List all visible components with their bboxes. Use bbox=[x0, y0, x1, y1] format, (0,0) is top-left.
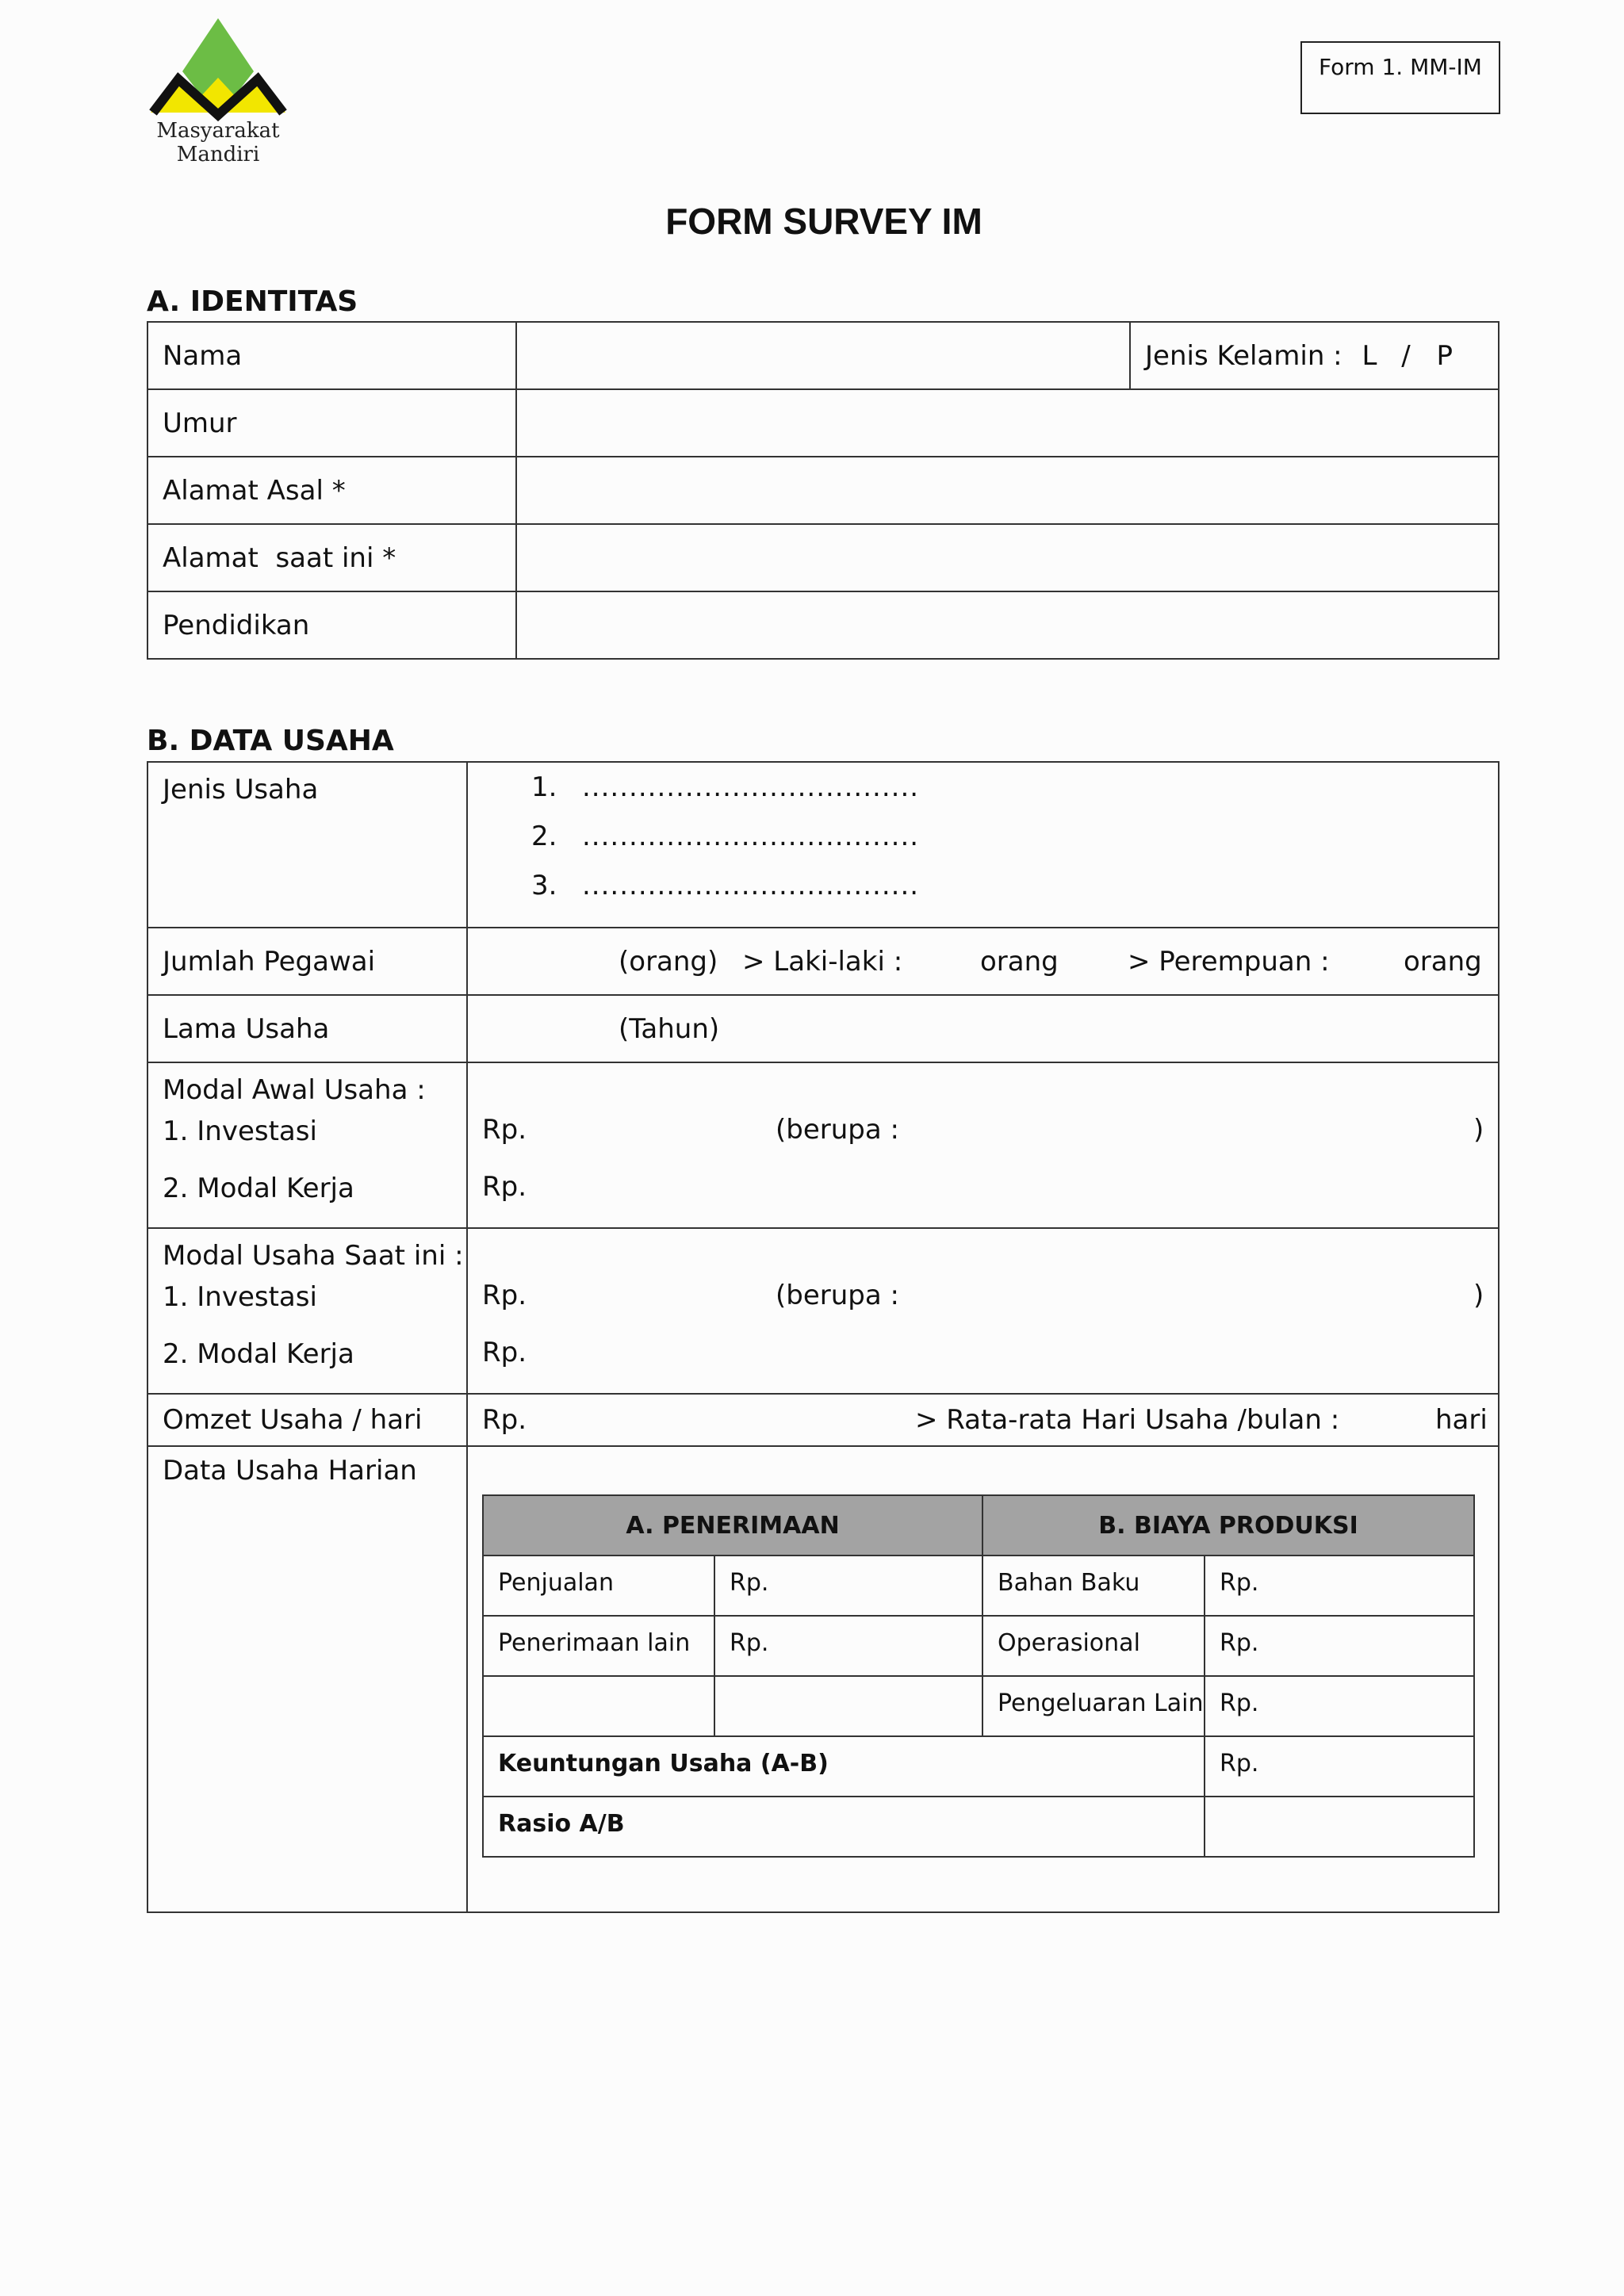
input-penerimaan-lain[interactable]: Rp. bbox=[714, 1616, 982, 1676]
page-title: FORM SURVEY IM bbox=[665, 201, 982, 242]
input-alamat-saat-ini[interactable] bbox=[516, 524, 1499, 591]
label-jumlah-pegawai: Jumlah Pegawai bbox=[147, 928, 467, 995]
label-data-usaha-harian: Data Usaha Harian bbox=[147, 1446, 467, 1912]
modal-saat-ini-title: Modal Usaha Saat ini : bbox=[163, 1240, 464, 1272]
input-operasional[interactable]: Rp. bbox=[1205, 1616, 1474, 1676]
section-identitas-heading: A. IDENTITAS bbox=[147, 285, 358, 318]
tahun-unit: (Tahun) bbox=[619, 1013, 720, 1045]
input-umur[interactable] bbox=[516, 389, 1499, 457]
input-alamat-asal[interactable] bbox=[516, 457, 1499, 524]
row-jenis-usaha bbox=[147, 762, 1499, 928]
input-nama[interactable] bbox=[516, 322, 1130, 389]
label-alamat-asal: Alamat Asal * bbox=[147, 457, 516, 524]
item-number: 3. bbox=[531, 870, 557, 901]
input-bahan-baku[interactable]: Rp. bbox=[1205, 1556, 1474, 1616]
label-penjualan: Penjualan bbox=[483, 1556, 714, 1616]
item-number: 1. bbox=[531, 771, 557, 803]
input-pendidikan[interactable] bbox=[516, 591, 1499, 659]
input-penjualan[interactable]: Rp. bbox=[714, 1556, 982, 1616]
laki-laki-label: > Laki-laki : bbox=[742, 946, 903, 978]
empty-input-cell[interactable] bbox=[714, 1676, 982, 1736]
label-pengeluaran-lain: Pengeluaran Lain bbox=[982, 1676, 1205, 1736]
harian-table bbox=[482, 1494, 1475, 1858]
label-bahan-baku: Bahan Baku bbox=[982, 1556, 1205, 1616]
label-nama: Nama bbox=[147, 322, 516, 389]
row-lama-usaha bbox=[147, 995, 1499, 1062]
row-omzet bbox=[147, 1394, 1499, 1446]
rp-investasi-saat-ini: Rp. bbox=[482, 1280, 527, 1311]
hari-unit: hari bbox=[1435, 1404, 1488, 1436]
modal-awal-modal-kerja: 2. Modal Kerja bbox=[163, 1173, 354, 1204]
jenis-usaha-item[interactable] bbox=[531, 872, 1498, 921]
label-jenis-usaha: Jenis Usaha bbox=[147, 762, 467, 928]
jenis-usaha-list bbox=[467, 762, 1499, 928]
data-usaha-harian-cell bbox=[467, 1446, 1499, 1912]
label-pendidikan: Pendidikan bbox=[147, 591, 516, 659]
orang-laki-unit: orang bbox=[980, 946, 1059, 978]
lama-usaha-cell[interactable] bbox=[467, 995, 1499, 1062]
harian-row-rasio bbox=[483, 1797, 1474, 1857]
identitas-table bbox=[147, 321, 1500, 660]
item-dots: .................................... bbox=[582, 821, 920, 852]
form-code-box: Form 1. MM-IM bbox=[1300, 41, 1500, 114]
label-umur: Umur bbox=[147, 389, 516, 457]
label-operasional: Operasional bbox=[982, 1616, 1205, 1676]
modal-saat-ini-values[interactable] bbox=[467, 1228, 1499, 1394]
header-biaya-produksi: B. BIAYA PRODUKSI bbox=[982, 1495, 1474, 1556]
harian-row bbox=[483, 1676, 1474, 1736]
modal-saat-ini-investasi: 1. Investasi bbox=[163, 1281, 317, 1313]
jk-slash: / bbox=[1401, 339, 1411, 372]
harian-header-row bbox=[483, 1495, 1474, 1556]
jumlah-pegawai-cell[interactable] bbox=[467, 928, 1499, 995]
jenis-kelamin-cell bbox=[1130, 322, 1499, 389]
row-umur bbox=[147, 389, 1499, 457]
rp-modal-kerja-awal: Rp. bbox=[482, 1171, 527, 1203]
item-number: 2. bbox=[531, 821, 557, 852]
berupa-awal: (berupa : bbox=[776, 1114, 899, 1146]
rp-modal-kerja-saat-ini: Rp. bbox=[482, 1337, 527, 1368]
empty-label-cell bbox=[483, 1676, 714, 1736]
modal-saat-ini-modal-kerja: 2. Modal Kerja bbox=[163, 1338, 354, 1370]
label-penerimaan-lain: Penerimaan lain bbox=[483, 1616, 714, 1676]
close-paren-awal: ) bbox=[1473, 1114, 1484, 1146]
row-jumlah-pegawai bbox=[147, 928, 1499, 995]
label-omzet: Omzet Usaha / hari bbox=[147, 1394, 467, 1446]
modal-awal-values[interactable] bbox=[467, 1062, 1499, 1228]
header-penerimaan: A. PENERIMAAN bbox=[483, 1495, 982, 1556]
harian-row bbox=[483, 1556, 1474, 1616]
row-modal-awal bbox=[147, 1062, 1499, 1228]
row-nama bbox=[147, 322, 1499, 389]
label-modal-saat-ini bbox=[147, 1228, 467, 1394]
modal-awal-investasi: 1. Investasi bbox=[163, 1115, 317, 1147]
jenis-usaha-item[interactable] bbox=[531, 771, 1498, 823]
option-p[interactable]: P bbox=[1436, 339, 1454, 372]
modal-awal-title: Modal Awal Usaha : bbox=[163, 1074, 426, 1106]
orang-perempuan-unit: orang bbox=[1404, 946, 1482, 978]
harian-row-keuntungan bbox=[483, 1736, 1474, 1797]
omzet-cell[interactable] bbox=[467, 1394, 1499, 1446]
close-paren-saat-ini: ) bbox=[1473, 1280, 1484, 1311]
logo-text bbox=[147, 119, 289, 166]
rata-rata-hari-label: > Rata-rata Hari Usaha /bulan : bbox=[915, 1404, 1340, 1436]
rp-omzet: Rp. bbox=[482, 1404, 527, 1436]
orang-paren: (orang) bbox=[619, 946, 718, 978]
harian-row bbox=[483, 1616, 1474, 1676]
label-modal-awal bbox=[147, 1062, 467, 1228]
label-keuntungan-usaha: Keuntungan Usaha (A-B) bbox=[483, 1736, 1205, 1797]
input-pengeluaran-lain[interactable]: Rp. bbox=[1205, 1676, 1474, 1736]
data-usaha-table bbox=[147, 761, 1500, 1913]
jenis-usaha-item[interactable] bbox=[531, 823, 1498, 872]
item-dots: .................................... bbox=[582, 771, 920, 803]
row-pendidikan bbox=[147, 591, 1499, 659]
input-keuntungan-usaha[interactable]: Rp. bbox=[1205, 1736, 1474, 1797]
logo-text-line2: Mandiri bbox=[176, 143, 260, 166]
input-rasio[interactable] bbox=[1205, 1797, 1474, 1857]
row-alamat-asal bbox=[147, 457, 1499, 524]
label-rasio: Rasio A/B bbox=[483, 1797, 1205, 1857]
section-data-usaha-heading: B. DATA USAHA bbox=[147, 725, 394, 757]
label-lama-usaha: Lama Usaha bbox=[147, 995, 467, 1062]
label-jenis-kelamin: Jenis Kelamin : bbox=[1145, 339, 1342, 372]
rp-investasi-awal: Rp. bbox=[482, 1114, 527, 1146]
option-l[interactable]: L bbox=[1362, 339, 1377, 372]
row-data-usaha-harian bbox=[147, 1446, 1499, 1912]
berupa-saat-ini: (berupa : bbox=[776, 1280, 899, 1311]
label-alamat-saat-ini: Alamat saat ini * bbox=[147, 524, 516, 591]
row-alamat-saat-ini bbox=[147, 524, 1499, 591]
item-dots: .................................... bbox=[582, 870, 920, 901]
row-modal-saat-ini bbox=[147, 1228, 1499, 1394]
logo-text-line1: Masyarakat bbox=[156, 119, 280, 143]
perempuan-label: > Perempuan : bbox=[1128, 946, 1330, 978]
